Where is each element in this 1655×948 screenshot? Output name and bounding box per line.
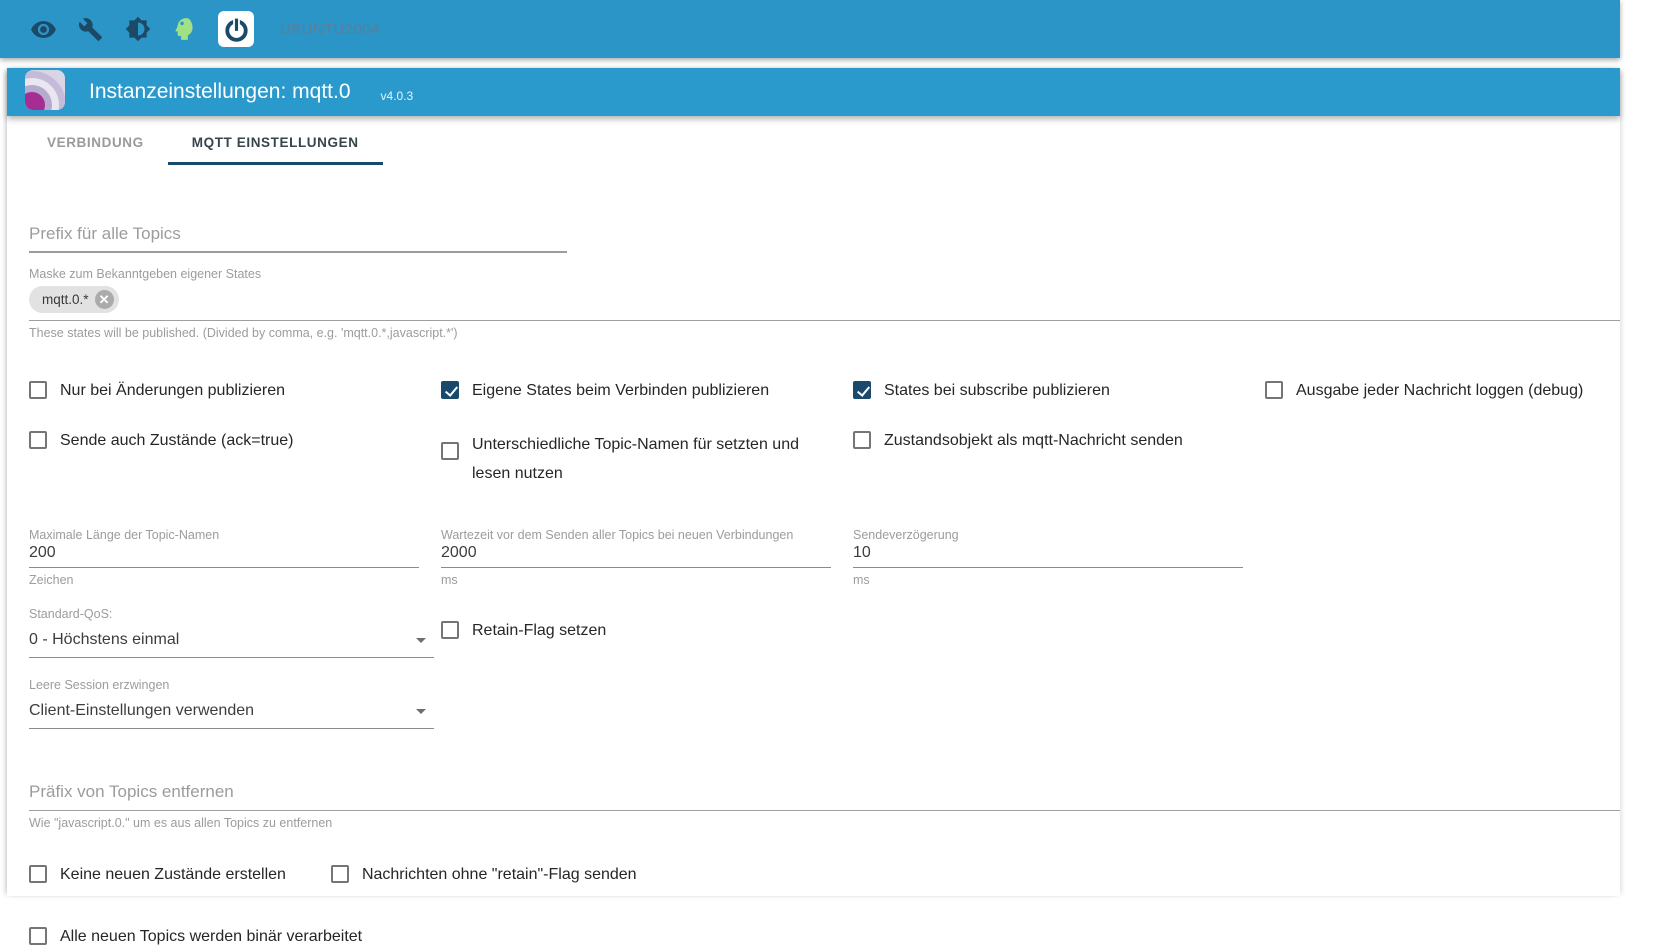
qos-select[interactable]: [29, 607, 434, 658]
instance-settings-dialog: [7, 68, 1620, 945]
checkbox-different-topic-names[interactable]: Unterschiedliche Topic-Namen für setzten und lesen nutzen: [441, 430, 831, 488]
number-fields-row: [29, 512, 1620, 587]
publish-mask-label: Maske zum Bekanntgeben eigener States: [29, 267, 262, 281]
checkbox-publish-on-subscribe[interactable]: States bei subscribe publizieren: [853, 380, 1243, 402]
remove-prefix-label: Präfix von Topics entfernen: [29, 782, 234, 801]
checkbox-box: [29, 381, 47, 399]
checkbox-box: [29, 927, 47, 945]
iobroker-logo[interactable]: [218, 11, 254, 47]
checkbox-row-1: [29, 380, 1620, 402]
send-delay-input[interactable]: [853, 542, 1243, 568]
settings-form: [7, 206, 1620, 948]
tab-verbindung[interactable]: VERBINDUNG: [47, 134, 144, 150]
send-delay-unit: ms: [853, 573, 870, 587]
expert-mode-icon[interactable]: [171, 16, 198, 43]
checkbox-box: [853, 381, 871, 399]
checkbox-box: [29, 865, 47, 883]
chevron-down-icon: [416, 709, 426, 714]
checkbox-box: [441, 442, 459, 460]
qos-value: 0 - Höchstens einmal: [29, 624, 434, 658]
tab-mqtt-einstellungen[interactable]: MQTT EINSTELLUNGEN: [168, 116, 383, 168]
prefix-label: Prefix für alle Topics: [29, 224, 181, 243]
checkbox-no-retain-flag[interactable]: Nachrichten ohne "retain"-Flag senden: [331, 864, 637, 886]
checkbox-box: [853, 431, 871, 449]
clean-session-select[interactable]: [29, 678, 434, 729]
send-interval-unit: ms: [441, 573, 458, 587]
remove-prefix-field: [29, 765, 1620, 811]
chevron-down-icon: [416, 638, 426, 643]
max-topic-length-label: Maximale Länge der Topic-Namen: [29, 528, 220, 542]
publish-mask-input[interactable]: [29, 286, 1620, 321]
hostname-label: UBUNTU2004: [280, 20, 380, 38]
checkbox-box: [29, 431, 47, 449]
remove-prefix-helper: Wie "javascript.0." um es aus allen Topics zu entfernen: [29, 816, 333, 830]
prefix-field: [29, 206, 567, 253]
send-delay-field: [853, 512, 1243, 587]
chip-delete-icon[interactable]: ✕: [95, 290, 114, 309]
checkbox-row-2: [29, 430, 1620, 488]
max-topic-length-field: [29, 512, 419, 587]
dialog-title: Instanzeinstellungen: mqtt.0: [89, 80, 351, 103]
publish-mask-helper: These states will be published. (Divided by comma, e.g. 'mqtt.0.*,javascript.*'): [29, 326, 458, 340]
checkbox-binary-topics[interactable]: Alle neuen Topics werden binär verarbeitet: [29, 926, 1620, 948]
checkbox-row-3: [29, 864, 1620, 886]
mask-chip: [29, 286, 119, 313]
publish-mask-field: [29, 267, 1620, 340]
checkbox-debug-log[interactable]: Ausgabe jeder Nachricht loggen (debug): [1265, 380, 1655, 402]
prefix-input[interactable]: [29, 206, 567, 253]
mask-chip-label: mqtt.0.*: [42, 292, 89, 307]
checkbox-send-state-object[interactable]: Zustandsobjekt als mqtt-Nachricht senden: [853, 430, 1243, 488]
send-delay-label: Sendeverzögerung: [853, 528, 959, 542]
visibility-icon[interactable]: [30, 16, 57, 43]
qos-label: Standard-QoS:: [29, 607, 113, 621]
mqtt-adapter-icon: [25, 70, 65, 115]
checkbox-publish-on-change[interactable]: Nur bei Änderungen publizieren: [29, 380, 419, 402]
send-interval-input[interactable]: [441, 542, 831, 568]
max-topic-length-unit: Zeichen: [29, 573, 74, 587]
remove-prefix-block: [29, 765, 1620, 830]
remove-prefix-input[interactable]: [29, 765, 1620, 811]
adapter-version: v4.0.3: [380, 88, 414, 103]
admin-topbar: [0, 0, 1620, 58]
session-row: [29, 678, 1620, 729]
checkbox-box: [441, 621, 459, 639]
checkbox-send-ack[interactable]: Sende auch Zustände (ack=true): [29, 430, 419, 488]
max-topic-length-input[interactable]: [29, 542, 419, 568]
checkbox-box: [441, 381, 459, 399]
checkbox-no-new-states[interactable]: Keine neuen Zustände erstellen: [29, 864, 286, 886]
dialog-header: [7, 68, 1620, 116]
checkbox-box: [1265, 381, 1283, 399]
send-interval-field: [441, 512, 831, 587]
checkbox-publish-own-states[interactable]: Eigene States beim Verbinden publizieren: [441, 380, 831, 402]
checkbox-retain-flag[interactable]: Retain-Flag setzen: [441, 620, 831, 642]
qos-row: [29, 607, 1620, 658]
brightness-icon[interactable]: [124, 16, 151, 43]
clean-session-label: Leere Session erzwingen: [29, 678, 170, 692]
send-interval-label: Wartezeit vor dem Senden aller Topics bei neuen Verbindungen: [441, 528, 794, 542]
checkbox-box: [331, 865, 349, 883]
wrench-icon[interactable]: [77, 16, 104, 43]
checkbox-row-4: [29, 926, 1620, 948]
retain-cell: [441, 607, 831, 658]
clean-session-value: Client-Einstellungen verwenden: [29, 695, 434, 729]
settings-tabs: [7, 116, 1620, 168]
